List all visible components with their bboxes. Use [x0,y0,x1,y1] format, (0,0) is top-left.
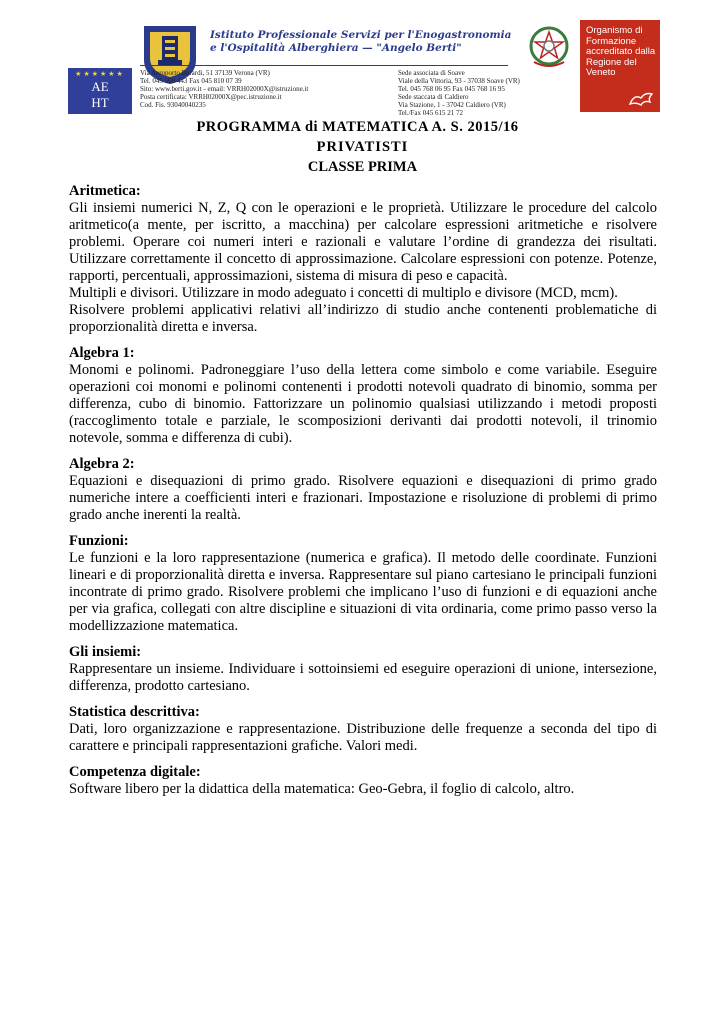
section-aritmetica [69,183,657,336]
ae-ht-logo [68,68,132,114]
section-text: Le funzioni e la loro rappresentazione (numerica e grafica). Il metodo delle coordinate. Funzioni lineari e di proporzionalità diretta e inversa. Rappresentare sul piano cartesiano le principali funzioni incontrate di primo grado. Risolvere problemi che implicano l’uso di funzioni e di equazioni anche per via grafica, collegati con altre discipline e situazioni di vita ordinaria, come primo passo verso la modellizzazione matematica. [69,550,657,634]
section-heading: Algebra 1: [69,345,135,361]
section-text: Monomi e polinomi. Padroneggiare l’uso della lettera come simbolo e come variabile. Eseguire operazioni coi monomi e polinomi contenenti i prodotti notevoli quadrato di binomio, somma per differenza, cubo di binomio. Fattorizzare un polinomio qualsiasi utilizzando i metodi proposti (raccoglimento totale e parziale, le scomposizioni derivanti dai prodotti notevoli, il trinomio notevole, somma e differenza di cubi). [69,362,657,446]
regione-veneto-logo [580,20,660,112]
address-line: Via Aeroporto Berardi, 51 37139 Verona (VR) [140,69,270,77]
eu-stars-icon: ★★★★★★ [75,70,125,78]
address-line: Sede associata di Soave [398,69,465,77]
section-heading: Aritmetica: [69,183,141,199]
section-text: Risolvere problemi applicativi relativi all’indirizzo di studio anche contenenti problematiche di proporzionalità diretta e inversa. [69,302,657,335]
section-text: Gli insiemi numerici N, Z, Q con le operazioni e le proprietà. Utilizzare le procedure del calcolo aritmetico(a mente, per iscritto, a macchina) per calcolare espressioni aritmetiche e risolvere problemi. Operare coi numeri interi e razionali e valutare l’ordine di grandezza dei risultati. Utilizzare correttamente il concetto di approssimazione. Calcolare espressioni con potenze. Potenze, rapporti, percentuali, approssimazioni, sistema di misura di peso e capacità. [69,200,657,284]
address-line: Sito: www.berti.gov.it - email: VRRH02000X@istruzione.it [140,85,309,93]
section-algebra-1 [69,345,657,447]
section-text: Software libero per la didattica della matematica: Geo-Gebra, il foglio di calcolo, altro. [69,781,575,797]
section-text: Multipli e divisori. Utilizzare in modo adeguato i concetti di multiplo e divisore (MCD, mcm). [69,285,618,301]
region-accreditation-text: Organismo di Formazione accreditato dalla Regione del Veneto [586,25,656,78]
section-algebra-2 [69,456,657,524]
address-line: Tel. 045 768 06 95 Fax 045 768 16 95 [398,85,505,93]
winged-lion-icon [628,90,654,108]
section-heading: Algebra 2: [69,456,135,472]
document-title: PROGRAMMA di MATEMATICA A. S. 2015/16 [196,119,519,135]
school-name-line1: Istituto Professionale Servizi per l'Enogastronomia [210,29,512,41]
address-branches [398,69,578,117]
ae-logo-top: AE [91,79,109,94]
address-line: Posta certificata: VRRH02000X@pec.istruzione.it [140,93,282,101]
address-line: Via Stazione, 1 - 37042 Caldiero (VR) [398,101,506,109]
section-statistica [69,704,657,755]
ae-logo-bottom: HT [91,95,109,110]
section-text: Equazioni e disequazioni di primo grado. Risolvere equazioni e disequazioni di primo grado numeriche intere a coefficienti interi e frazionari. Impostazione e risoluzione di problemi di primo grado anche inerenti la realtà. [69,473,657,523]
address-line: Viale della Vittoria, 93 - 37038 Soave (VR) [398,77,520,85]
document-class: CLASSE PRIMA [307,159,418,175]
address-line: Tel./Fax 045 615 21 72 [398,109,464,117]
section-funzioni [69,533,657,635]
section-heading: Funzioni: [69,533,129,549]
document-subtitle: PRIVATISTI [316,139,409,155]
address-line: Tel. 045 569 443 Fax 045 810 07 39 [140,77,242,85]
section-heading: Gli insiemi: [69,644,142,660]
section-competenza-digitale [69,764,657,798]
section-insiemi [69,644,657,695]
header-rule [140,65,508,66]
section-heading: Competenza digitale: [69,764,201,780]
school-name [210,29,520,55]
address-line: Sede staccata di Caldiero [398,93,469,101]
section-text: Rappresentare un insieme. Individuare i sottoinsiemi ed eseguire operazioni di unione, intersezione, differenza, prodotto cartesiano. [69,661,657,694]
address-main [140,69,380,109]
school-name-line2: e l'Ospitalità Alberghiera — "Angelo Berti" [210,42,462,54]
italian-republic-emblem-icon [528,24,570,70]
letterhead [68,20,660,117]
address-line: Cod. Fis. 93040040235 [140,101,206,109]
section-heading: Statistica descrittiva: [69,704,200,720]
section-text: Dati, loro organizzazione e rappresentazione. Distribuzione delle frequenze a seconda del tipo di carattere e principali rappresentazioni grafiche. Valori medi. [69,721,657,754]
program-content [69,183,657,807]
